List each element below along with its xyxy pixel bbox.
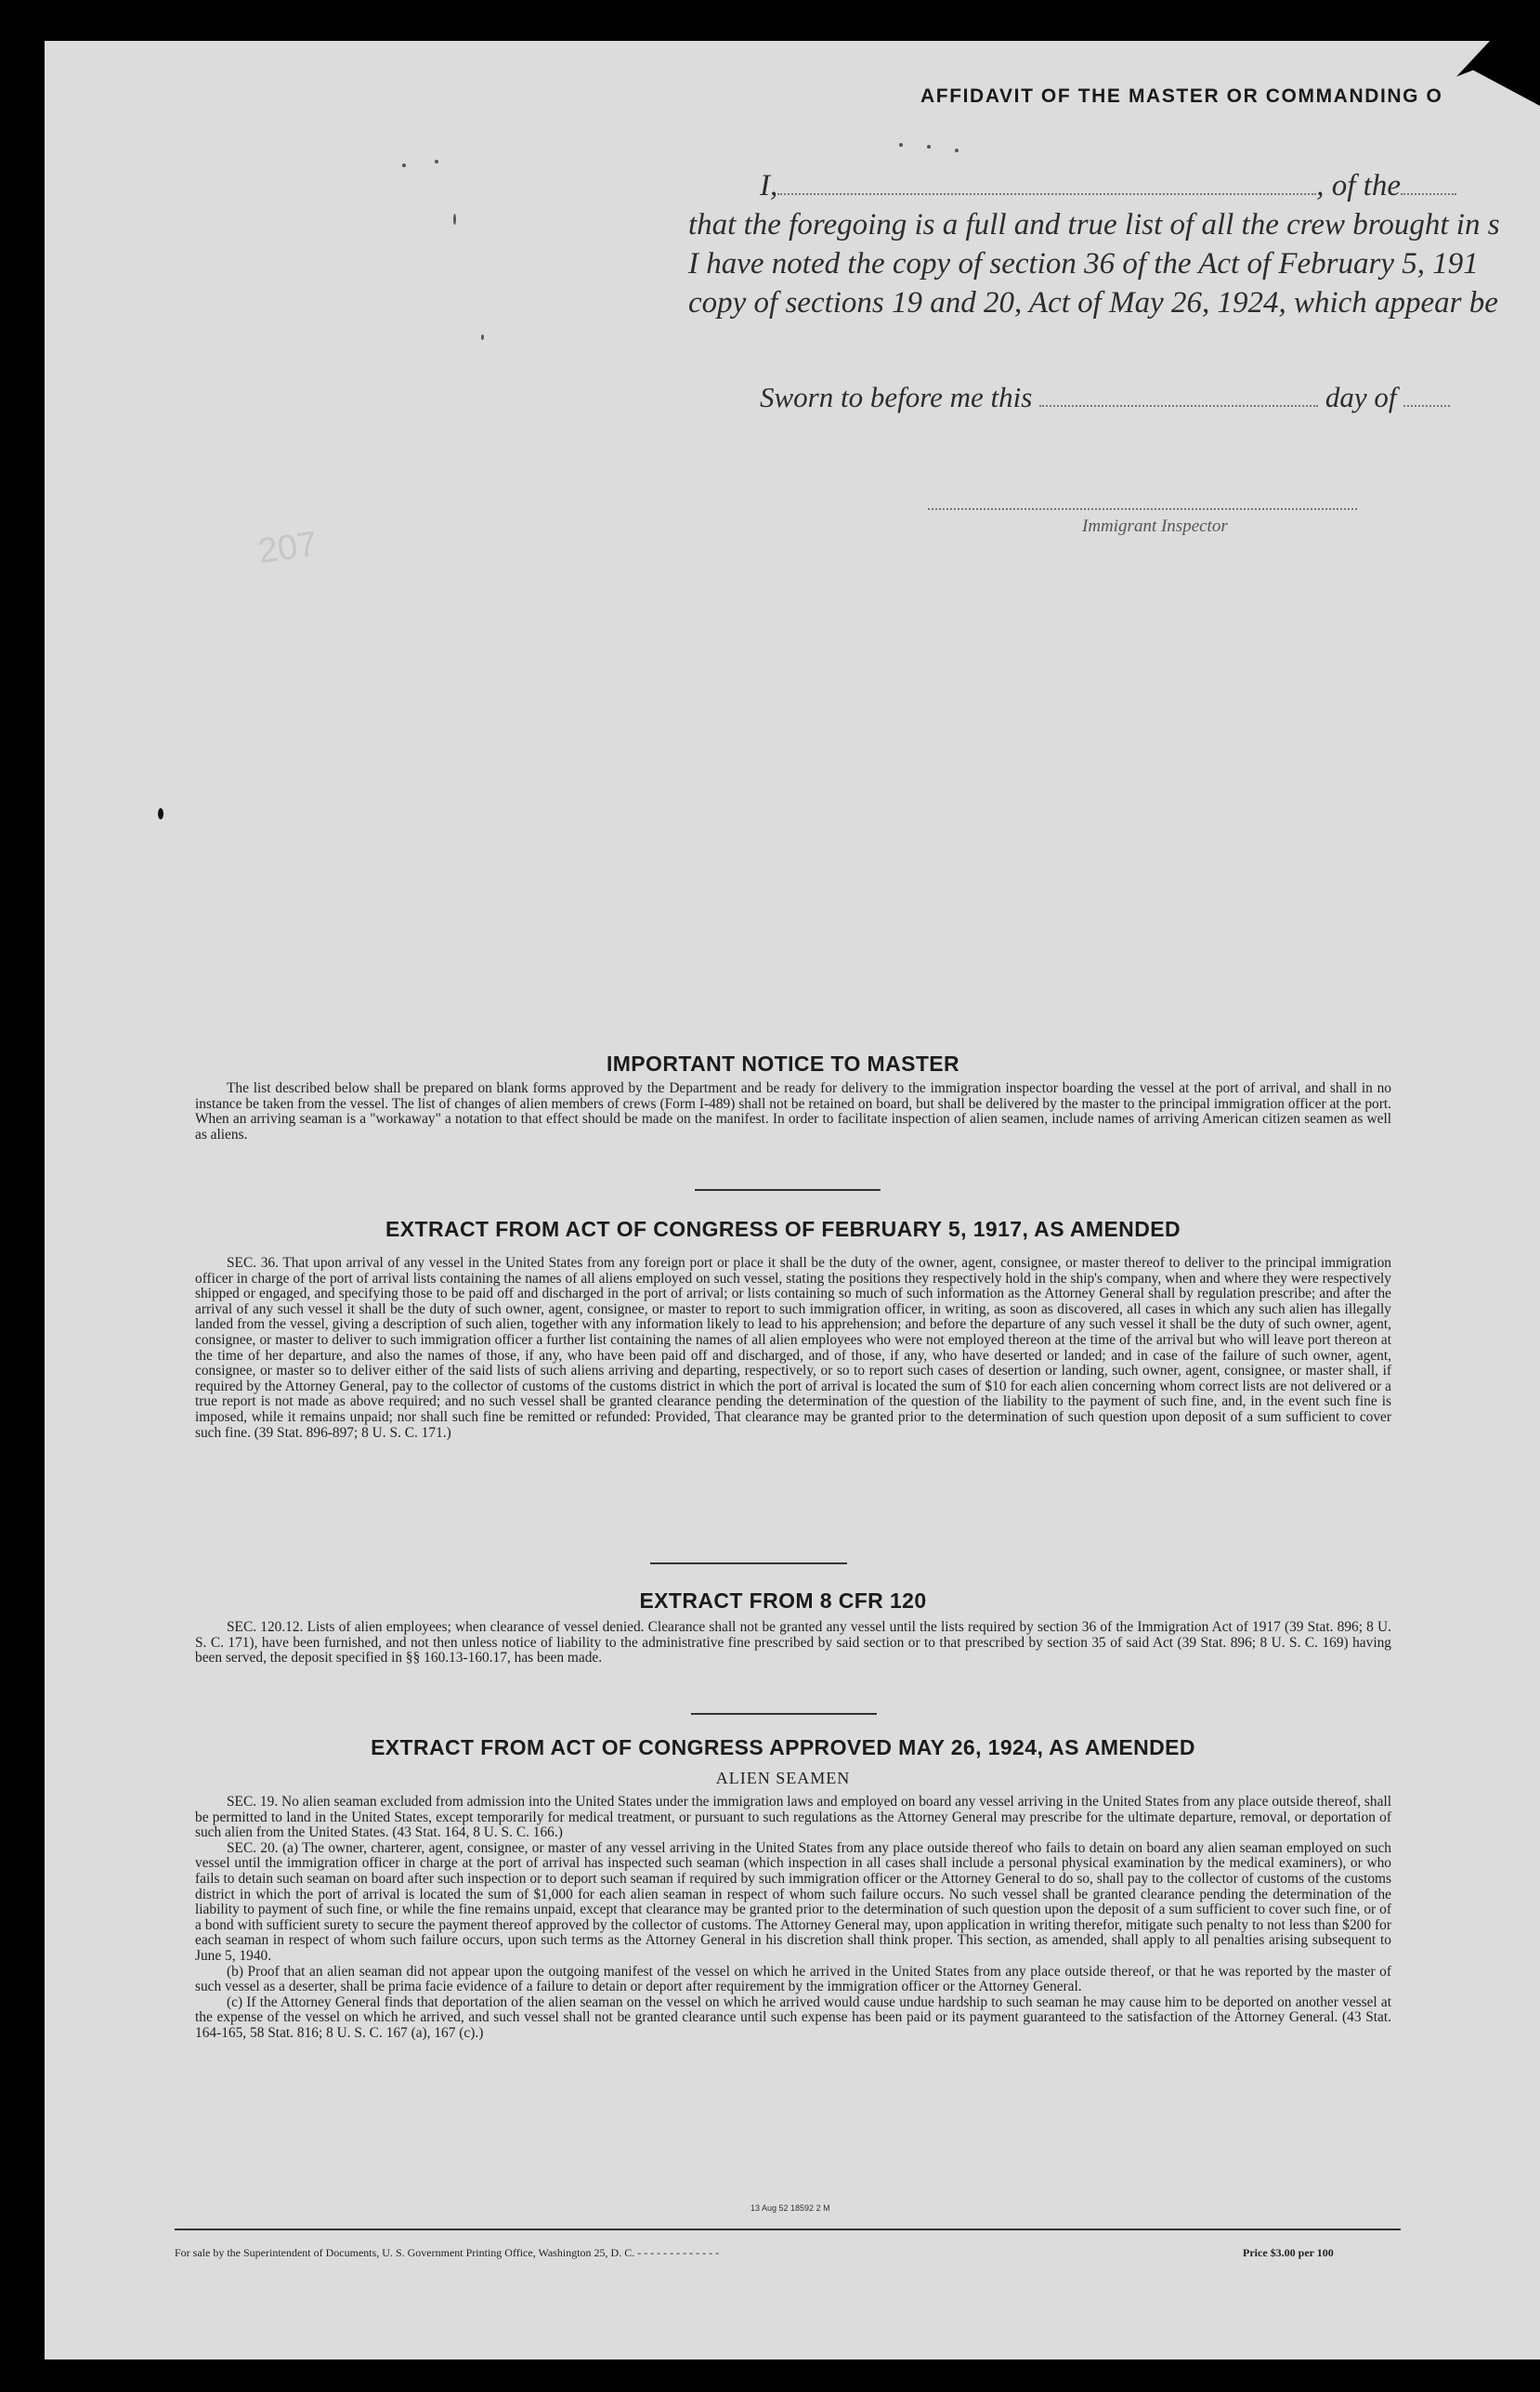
torn-corner	[1456, 41, 1540, 106]
vessel-blank	[1401, 171, 1456, 195]
speck	[955, 149, 959, 152]
day-of-text: day of	[1325, 381, 1397, 413]
affidavit-line-4: copy of sections 19 and 20, Act of May 26, 1924, which appear be	[688, 286, 1498, 320]
sec-120-paragraph: SEC. 120.12. Lists of alien employees; when clearance of vessel denied. Clearance shall not be granted any vessel until the lists required by section 36 of the Immigration Act of 1917 (39 Stat. 896; 8 U. S. C. 171), have been furnished, and not then unless notice of liability to the administrative fine prescribed by said section or to that prescribed by section 35 of said Act (39 Stat. 896; 8 U. S. C. 169) having been served, the deposit specified in §§ 160.13-160.17, has been made.	[195, 1619, 1391, 1667]
extract-cfr-text	[195, 1620, 1391, 1667]
name-blank	[777, 171, 1316, 195]
sworn-line	[760, 381, 1450, 414]
day-blank	[1039, 383, 1318, 407]
extract-cfr-heading: EXTRACT FROM 8 CFR 120	[639, 1588, 927, 1613]
print-stamp: 13 Aug 52 18592 2 M	[750, 2203, 830, 2213]
sec-20a-paragraph: SEC. 20. (a) The owner, charterer, agent, consignee, or master of any vessel arriving in the United States from any place outside thereof who fails to detain on board any alien seaman employed on such vessel until the immigration officer in charge at the port of arrival has inspected such seaman (which inspection in all cases shall include a personal physical examination by the medical examiners), or who fails to detain such seaman on board after such inspection or to deport such seaman if required by such immigration officer or the Attorney General to do so, shall pay to the collector of customs of the customs district in which the port of arrival is located the sum of $1,000 for each alien seaman in respect of whom such failure occurs. No such vessel shall be granted clearance pending the determination of the liability to payment of such fine, or while the fine remains unpaid, except that clearance may be granted prior to the determination of such question upon the deposit of a sum sufficient to cover such fine, or of a bond with sufficient surety to secure the payment thereof approved by the collector of customs. The Attorney General may, upon application in writing therefor, mitigate such penalty to not less than $200 for each seaman in respect of whom such failure occurs, upon such terms as the Attorney General in his discretion shall think proper. This section, as amended, shall apply to all penalties arising subsequent to June 5, 1940.	[195, 1839, 1391, 1964]
inspector-label: Immigrant Inspector	[1082, 516, 1228, 536]
notice-text	[195, 1081, 1391, 1143]
affidavit-line-2: that the foregoing is a full and true list of all the crew brought in s	[688, 208, 1500, 242]
divider	[650, 1562, 847, 1564]
footer-rule	[175, 2229, 1401, 2230]
speck	[453, 214, 456, 225]
notice-paragraph: The list described below shall be prepared on blank forms approved by the Department and be ready for delivery to the immigration inspector boarding the vessel at the port of arrival, and shall in no instance be taken from the vessel. The list of changes of alien members of crews (Form I-489) shall not be retained on board, but shall be delivered by the master to the principal immigration officer at the port. When an arriving seaman is a "workaway" a notation to that effect should be made on the manifest. In order to facilitate inspection of alien seamen, include names of arriving American citizen seamen as well as aliens.	[195, 1080, 1391, 1143]
extract-1924-heading: EXTRACT FROM ACT OF CONGRESS APPROVED MAY 26, 1924, AS AMENDED	[371, 1735, 1195, 1759]
affidavit-line-1	[760, 169, 1456, 203]
affidavit-line-3: I have noted the copy of section 36 of the Act of February 5, 191	[688, 247, 1479, 281]
affidavit-of-the: , of the	[1316, 169, 1401, 203]
signature-line	[928, 508, 1357, 510]
sec-19-paragraph: SEC. 19. No alien seaman excluded from admission into the United States under the immigration laws and employed on board any vessel arriving in the United States from any place outside thereof, shall be permitted to land in the United States, except temporarily for medical treatment, or pursuant to such regulations as the Attorney General may prescribe for the ultimate departure, removal, or deportation of such alien from the United States. (43 Stat. 164, 8 U. S. C. 166.)	[195, 1794, 1391, 1841]
sec-36-paragraph: SEC. 36. That upon arrival of any vessel in the United States from any foreign port or place it shall be the duty of the owner, agent, consignee, or master thereof to deliver to the principal immigration officer in charge of the port of arrival lists containing the names of all aliens employed on such vessel, stating the positions they respectively hold in the ship's company, when and where they were respectively shipped or engaged, and specifying those to be paid off and discharged in the port of arrival; or lists containing so much of such information as the Attorney General shall by regulation prescribe; and after the arrival of any such vessel it shall be the duty of such owner, agent, consignee, or master to report to such immigration officer, in writing, as soon as discovered, all cases in which any such alien has illegally landed from the vessel, giving a description of such alien, together with any information likely to lead to his apprehension; and before the departure of any such vessel it shall be the duty of such owner, agent, consignee, or master to deliver to such immigration officer a further list containing the names of all alien employees who were not employed thereon at the time of the arrival but who will leave port thereon at the time of her departure, and also the names of those, if any, who have been paid off and discharged, and of those, if any, who have deserted or landed; and in case of the failure of such owner, agent, consignee, or master so to deliver either of the said lists of such aliens arriving and departing, respectively, or so to report such cases of desertion or landing, such owner, agent, consignee, or master shall, if required by the Attorney General, pay to the collector of customs of the customs district in which the port of arrival is located the sum of $10 for each alien concerning whom correct lists are not delivered or a true report is not made as above required; and no such vessel shall be granted clearance pending the determination of the question of the liability to the payment of such fine, and, in the event such fine is imposed, while it remains unpaid; nor shall such fine be remitted or refunded: Provided, That clearance may be granted prior to the determination of such question upon deposit of a sum sufficient to cover such fine. (39 Stat. 896-897; 8 U. S. C. 171.)	[195, 1255, 1391, 1441]
price-text: Price $3.00 per 100	[1243, 2246, 1334, 2259]
affidavit-i: I,	[760, 169, 778, 203]
sec-20c-paragraph: (c) If the Attorney General finds that deportation of the alien seaman on the vessel on which he arrived would cause undue hardship to such seaman he may cause him to be deported on another vessel at the expense of the vessel on which he arrived, and such vessel shall not be granted clearance until such expense has been paid or its payment guaranteed to the satisfaction of the Attorney General. (43 Stat. 164-165, 58 Stat. 816; 8 U. S. C. 167 (a), 167 (c).)	[195, 1993, 1391, 2041]
notice-heading: IMPORTANT NOTICE TO MASTER	[606, 1052, 960, 1076]
sworn-text: Sworn to before me this	[760, 381, 1033, 413]
month-blank	[1403, 383, 1450, 407]
alien-seamen-subheading: ALIEN SEAMEN	[715, 1769, 851, 1787]
faint-page-mark: 207	[255, 524, 320, 572]
speck	[435, 160, 438, 163]
divider	[691, 1713, 877, 1715]
sec-20b-paragraph: (b) Proof that an alien seaman did not appear upon the outgoing manifest of the vessel on which he arrived in the United States from any place outside thereof, or that he was reported by the master of such vessel as a deserter, shall be prima facie evidence of a failure to detain or deport after requirement by the immigration officer or the Attorney General.	[195, 1963, 1391, 1995]
divider	[695, 1189, 881, 1191]
speck	[481, 334, 484, 340]
sale-notice: For sale by the Superintendent of Documents, U. S. Government Printing Office, Washington 25, D. C. - - - - - - - - - - - - -	[175, 2246, 720, 2259]
speck	[899, 143, 903, 147]
affidavit-title: AFFIDAVIT OF THE MASTER OR COMMANDING O	[920, 85, 1443, 107]
speck	[927, 145, 931, 149]
extract-1917-text	[195, 1256, 1391, 1441]
extract-1924-text	[195, 1795, 1391, 2042]
form-page	[45, 41, 1540, 2359]
extract-1917-heading: EXTRACT FROM ACT OF CONGRESS OF FEBRUARY 5, 1917, AS AMENDED	[385, 1217, 1181, 1241]
speck	[402, 163, 406, 167]
speck	[158, 808, 163, 819]
